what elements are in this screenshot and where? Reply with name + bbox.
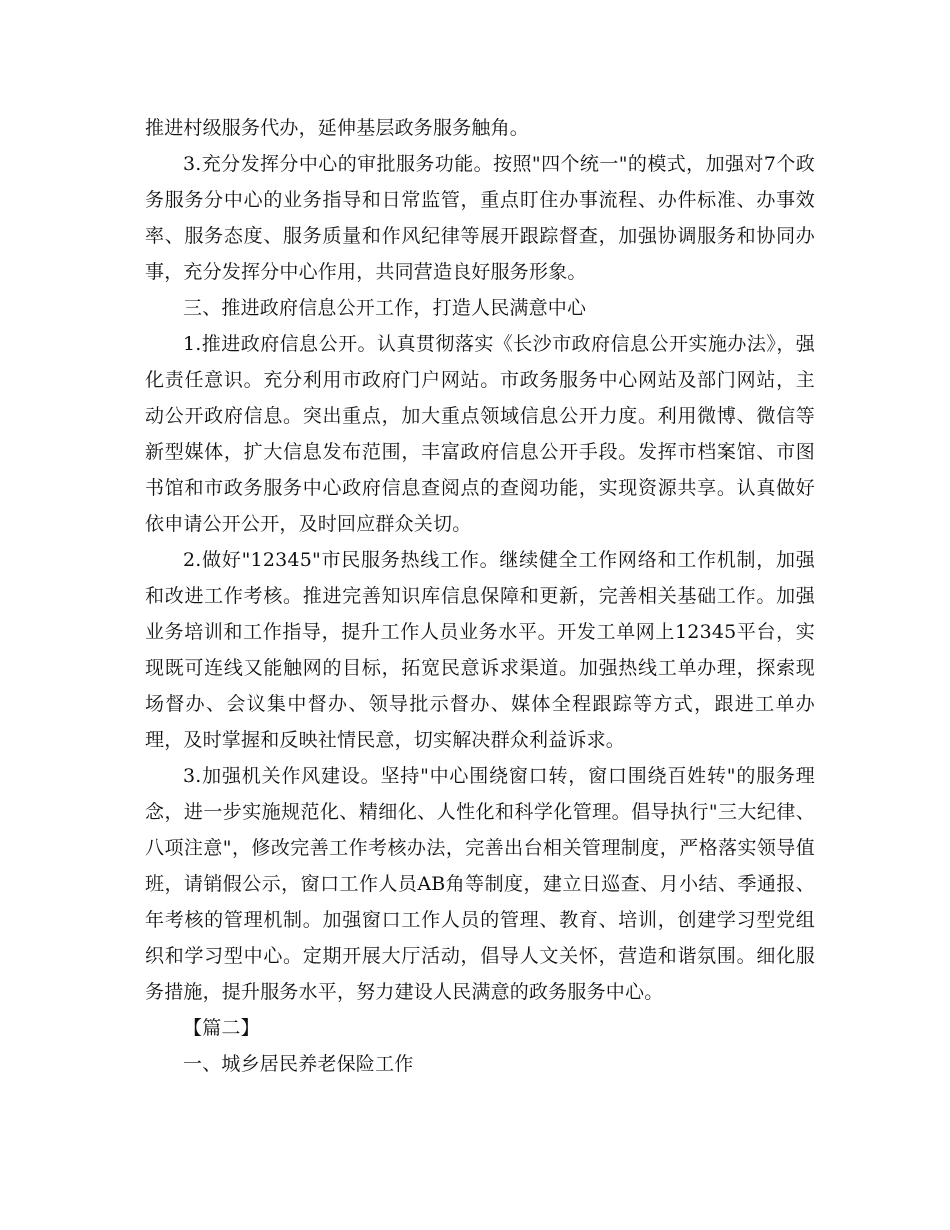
paragraph-continuation: 推进村级服务代办，延伸基层政务服务触角。	[145, 117, 530, 139]
section-heading-3: 三、推进政府信息公开工作，打造人民满意中心	[183, 297, 587, 319]
article-heading-part-two: 【篇二】	[183, 1017, 260, 1039]
paragraph-item-3-branch-centers: 3.充分发挥分中心的审批服务功能。按照"四个统一"的模式，加强对7个政务服务分中心的业务指导和日常监管，重点盯住办事流程、办件标准、办事效率、服务态度、服务质量和作风纪律等展开跟踪督查，加强协调服务和协同办事，充分发挥分中心作用，共同营造良好服务形象。	[145, 153, 815, 283]
paragraph-item-1-info-disclosure: 1.推进政府信息公开。认真贯彻落实《长沙市政府信息公开实施办法》，强化责任意识。充分利用市政府门户网站。市政务服务中心网站及部门网站，主动公开政府信息。突出重点，加大重点领域信息公开力度。利用微博、微信等新型媒体，扩大信息发布范围，丰富政府信息公开手段。发挥市档案馆、市图书馆和市政务服务中心政府信息查阅点的查阅功能，实现资源共享。认真做好依申请公开公开，及时回应群众关切。	[145, 333, 815, 535]
paragraph-item-2-hotline: 2.做好"12345"市民服务热线工作。继续健全工作网络和工作机制，加强和改进工作考核。推进完善知识库信息保障和更新，完善相关基础工作。加强业务培训和工作指导，提升工作人员业务水平。开发工单网上12345平台，实现既可连线又能触网的目标，拓宽民意诉求渠道。加强热线工单办理，探索现场督办、会议集中督办、领导批示督办、媒体全程跟踪等方式，跟进工单办理，及时掌握和反映社情民意，切实解决群众利益诉求。	[145, 549, 815, 751]
paragraph-item-3-work-style: 3.加强机关作风建设。坚持"中心围绕窗口转，窗口围绕百姓转"的服务理念，进一步实施规范化、精细化、人性化和科学化管理。倡导执行"三大纪律、八项注意"，修改完善工作考核办法，完善出台相关管理制度，严格落实领导值班，请销假公示，窗口工作人员AB角等制度，建立日巡查、月小结、季通报、年考核的管理机制。加强窗口工作人员的管理、教育、培训，创建学习型党组织和学习型中心。定期开展大厅活动，倡导人文关怀，营造和谐氛围。细化服务措施，提升服务水平，努力建设人民满意的政务服务中心。	[145, 765, 815, 1003]
section-heading-1: 一、城乡居民养老保险工作	[183, 1053, 414, 1075]
document-body	[145, 110, 815, 1082]
